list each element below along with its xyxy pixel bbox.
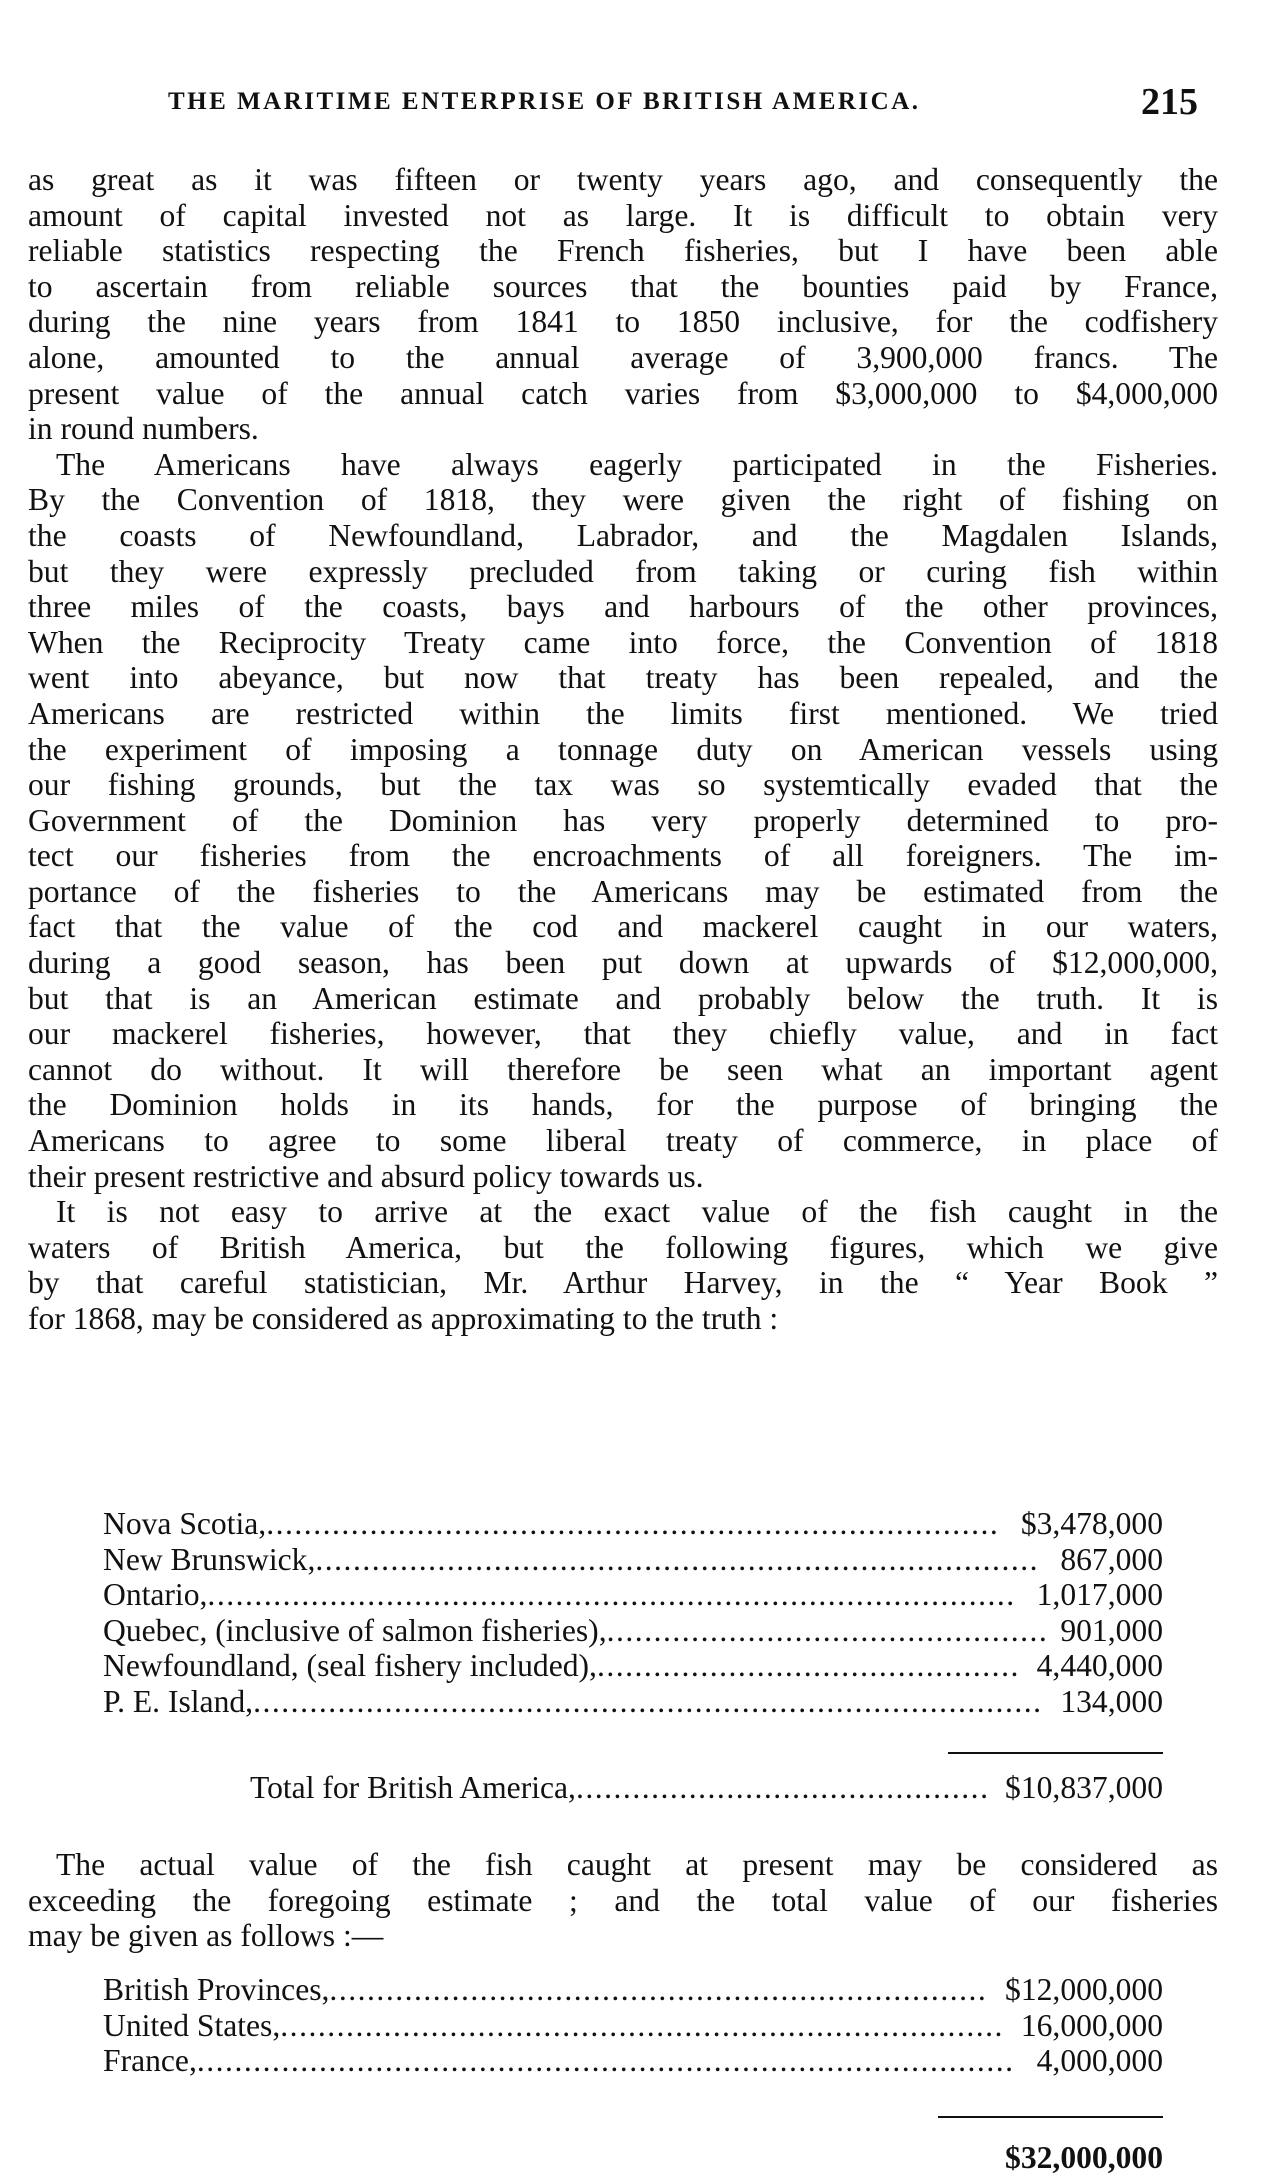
fisheries-summary-table — [103, 1972, 1163, 2079]
table-row — [103, 1506, 1163, 1542]
text-line: may be given as follows :— — [28, 1918, 384, 1954]
text-line: reliable statistics respecting the French fisheries, but I have been able — [28, 233, 1218, 269]
text-line: cannot do without. It will therefore be seen what an important agent — [28, 1051, 1218, 1087]
total-amount: $10,837,000 — [1005, 1770, 1163, 1805]
row-label: Quebec, (inclusive of salmon fisheries),............................................... — [103, 1612, 1049, 1648]
text-line: The Americans have always eagerly participated in the Fisheries. — [56, 446, 1218, 482]
row-amount: 16,000,000 — [1020, 2007, 1163, 2043]
text-line: tect our fisheries from the encroachments of all foreigners. The im- — [28, 838, 1218, 874]
grand-total: $32,000,000 — [1005, 2140, 1163, 2175]
text-line: exceeding the foregoing estimate ; and the total value of our fisheries — [28, 1882, 1218, 1918]
body-text — [28, 162, 1218, 1337]
text-line: during the nine years from 1841 to 1850 inclusive, for the codfishery — [28, 304, 1218, 340]
row-amount: $12,000,000 — [1005, 1972, 1163, 2007]
row-label: Nova Scotia,.............................................................................. — [103, 1506, 1000, 1541]
row-amount: 867,000 — [1060, 1541, 1163, 1577]
text-line: went into abeyance, but now that treaty has been repealed, and the — [28, 660, 1218, 696]
table-row — [103, 1648, 1163, 1684]
row-label: Ontario,...................................................................................... — [103, 1577, 1016, 1613]
text-line: our fishing grounds, but the tax was so systemtically evaded that the — [28, 767, 1218, 803]
text-line: Americans to agree to some liberal treaty of commerce, in place of — [28, 1123, 1218, 1159]
row-amount: 134,000 — [1060, 1683, 1163, 1719]
text-line: the Dominion holds in its hands, for the purpose of bringing the — [28, 1087, 1218, 1123]
paragraph-3 — [28, 1194, 1218, 1336]
text-line: the coasts of Newfoundland, Labrador, and the Magdalen Islands, — [28, 517, 1218, 553]
subtotal-rule — [948, 1752, 1163, 1754]
row-amount: 1,017,000 — [1036, 1577, 1163, 1613]
table-row — [103, 1684, 1163, 1720]
table-row — [103, 2008, 1163, 2044]
text-line: as great as it was fifteen or twenty years ago, and consequently the — [28, 162, 1218, 197]
table-row — [103, 1972, 1163, 2008]
row-label: British Provinces,...................................................................... — [103, 1972, 988, 2007]
text-line: fact that the value of the cod and mackerel caught in our waters, — [28, 909, 1218, 945]
text-line: their present restrictive and absurd policy towards us. — [28, 1158, 704, 1194]
row-amount: 4,440,000 — [1036, 1648, 1163, 1684]
paragraph-4 — [28, 1847, 1218, 1954]
row-label: P. E. Island,.................................................................................... — [103, 1683, 1043, 1719]
paragraph-1 — [28, 162, 1218, 447]
row-label: Newfoundland, (seal fishery included),............................................. — [103, 1648, 1020, 1684]
book-page — [28, 0, 1218, 2175]
text-line: by that careful statistician, Mr. Arthur Harvey, in the “ Year Book ” — [28, 1265, 1218, 1301]
text-line: portance of the fisheries to the Americans may be estimated from the — [28, 873, 1218, 909]
text-line: but that is an American estimate and probably below the truth. It is — [28, 980, 1218, 1016]
row-label: France,....................................................................................... — [103, 2043, 1015, 2079]
page-header — [28, 0, 1218, 123]
paragraph-2 — [28, 447, 1218, 1194]
text-line: three miles of the coasts, bays and harbours of the other provinces, — [28, 589, 1218, 625]
text-line: present value of the annual catch varies from $3,000,000 to $4,000,000 — [28, 375, 1218, 411]
running-title: THE MARITIME ENTERPRISE OF BRITISH AMERICA. — [168, 88, 921, 115]
text-line: to ascertain from reliable sources that the bounties paid by France, — [28, 268, 1218, 304]
row-label: United States,............................................................................. — [103, 2007, 1004, 2043]
row-amount: $3,478,000 — [1020, 1506, 1163, 1541]
page-number: 215 — [1141, 81, 1198, 123]
row-amount: 4,000,000 — [1036, 2043, 1163, 2079]
table-row — [103, 1577, 1163, 1613]
row-amount: 901,000 — [1060, 1612, 1163, 1648]
total-row — [250, 1770, 1163, 1806]
table-row — [103, 1613, 1163, 1649]
text-line: It is not easy to arrive at the exact value of the fish caught in the — [56, 1194, 1218, 1230]
text-line: Government of the Dominion has very properly determined to pro- — [28, 802, 1218, 838]
text-line: in round numbers. — [28, 411, 259, 447]
fish-value-table — [103, 1506, 1163, 1720]
text-line: waters of British America, but the following figures, which we give — [28, 1229, 1218, 1265]
text-line: the experiment of imposing a tonnage duty on American vessels using — [28, 731, 1218, 767]
row-label: New Brunswick,............................................................................. — [103, 1541, 1040, 1577]
table-row — [103, 1542, 1163, 1578]
text-line: for 1868, may be considered as approximating to the truth : — [28, 1301, 779, 1336]
text-line: amount of capital invested not as large. It is difficult to obtain very — [28, 197, 1218, 233]
text-line: alone, amounted to the annual average of 3,900,000 francs. The — [28, 339, 1218, 375]
total-label: Total for British America,............................................ — [250, 1770, 990, 1805]
text-line: during a good season, has been put down at upwards of $12,000,000, — [28, 945, 1218, 981]
text-line: our mackerel fisheries, however, that they chiefly value, and in fact — [28, 1016, 1218, 1052]
grand-total-rule — [938, 2116, 1163, 2118]
text-line: When the Reciprocity Treaty came into force, the Convention of 1818 — [28, 624, 1218, 660]
text-line: The actual value of the fish caught at present may be considered as — [56, 1847, 1218, 1882]
text-line: Americans are restricted within the limits first mentioned. We tried — [28, 695, 1218, 731]
text-line: but they were expressly precluded from taking or curing fish within — [28, 553, 1218, 589]
text-line: By the Convention of 1818, they were given the right of fishing on — [28, 482, 1218, 518]
table-row — [103, 2043, 1163, 2079]
